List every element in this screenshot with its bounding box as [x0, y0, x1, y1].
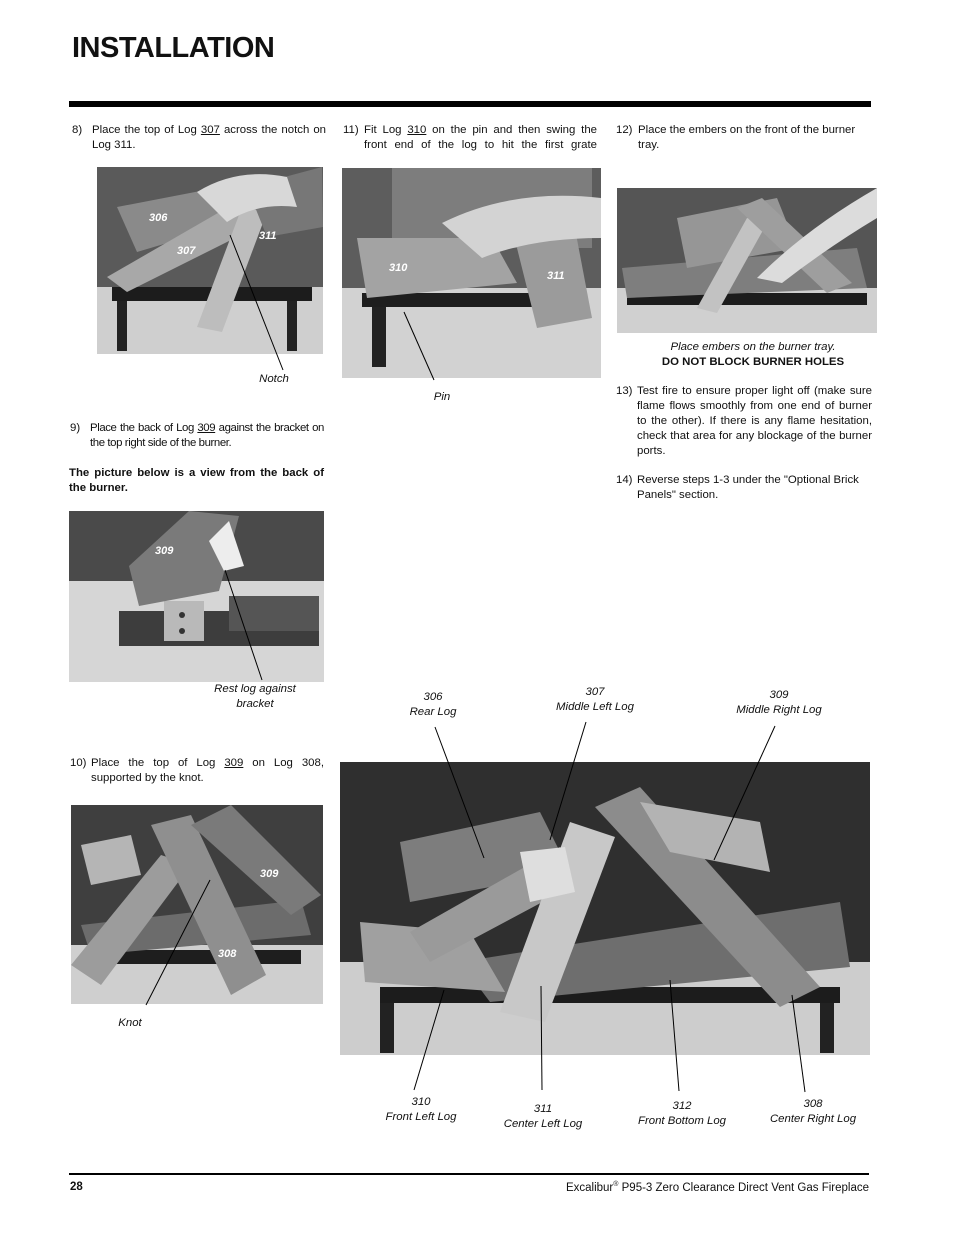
step-number: 12)	[616, 124, 633, 136]
footer-title	[566, 1181, 869, 1194]
step-9-note: The picture below is a view from the back of the burner.	[69, 467, 324, 494]
callout-name: Front Left Log	[385, 1111, 457, 1123]
step-9	[70, 421, 324, 451]
callout-name: Rear Log	[409, 706, 457, 718]
callout-311	[494, 1102, 592, 1132]
step-12: 12) Place the embers on the front of the burner tray.	[616, 124, 856, 151]
callout-309	[726, 688, 832, 718]
registered-mark: ®	[613, 1181, 619, 1188]
photo-step-12	[617, 188, 877, 333]
step-text: Place the top of Log	[91, 757, 225, 769]
photo-caption: Rest log against bracket	[214, 683, 296, 710]
footer-rule	[69, 1173, 869, 1175]
photo-caption: Pin	[433, 391, 451, 403]
log-ref: 309	[224, 757, 244, 769]
callout-name: Center Right Log	[769, 1113, 857, 1125]
step-number: 11)	[343, 124, 359, 136]
step-text: on Log 308, supported by the knot.	[91, 757, 324, 784]
step-text: against the bracket on the top right side of the burner.	[90, 422, 324, 449]
callout-number: 307	[585, 686, 605, 698]
step-number: 13)	[616, 385, 633, 397]
header-rule	[69, 101, 871, 107]
callout-number: 309	[769, 689, 789, 701]
step-text: Fit Log	[364, 124, 408, 136]
photo-caption: Place embers on the burner tray.	[670, 341, 836, 353]
log-label: 306	[149, 212, 168, 224]
step-13: 13) Test fire to ensure proper light off (make sure flame flows smoothly from one end of burner to the other). If there is any flame hesitation, check that area for any blockage of the burner ports.	[616, 385, 872, 457]
step-8	[72, 123, 326, 153]
footer-brand: Excalibur	[565, 1181, 614, 1194]
callout-number: 306	[423, 691, 443, 703]
log-label: 307	[177, 245, 196, 257]
callout-307	[545, 685, 645, 715]
page-title: INSTALLATION	[72, 32, 275, 64]
callout-312	[628, 1099, 736, 1129]
photo-step-10	[71, 805, 323, 1004]
log-ref: 310	[407, 124, 427, 136]
photo-step-11	[342, 168, 601, 378]
footer-product: P95-3 Zero Clearance Direct Vent Gas Fireplace	[618, 1181, 869, 1194]
log-ref: 309	[197, 422, 216, 434]
step-text: Place the top of Log	[92, 124, 201, 136]
step-10	[70, 756, 324, 786]
photo-step-8	[97, 167, 323, 354]
warning-text: DO NOT BLOCK BURNER HOLES	[661, 356, 845, 368]
log-label: 308	[218, 948, 237, 960]
callout-number: 311	[533, 1103, 553, 1115]
page-number: 28	[70, 1181, 83, 1193]
callout-308	[760, 1097, 866, 1127]
log-label: 311	[547, 270, 565, 282]
step-text: Place the back of Log	[90, 422, 198, 434]
step-number: 14)	[616, 474, 633, 486]
callout-number: 310	[411, 1096, 431, 1108]
callout-name: Middle Right Log	[736, 704, 822, 716]
log-label: 309	[155, 545, 174, 557]
step-text: on the pin and then swing the front end of the log to hit the first grate	[364, 124, 597, 151]
step-14: 14) Reverse steps 1-3 under the "Optional Brick Panels" section.	[616, 474, 859, 501]
callout-name: Middle Left Log	[556, 701, 634, 713]
callout-number: 308	[803, 1098, 823, 1110]
log-label: 309	[260, 868, 279, 880]
callout-310	[375, 1095, 467, 1125]
log-label: 311	[259, 230, 277, 242]
step-number: 10)	[70, 757, 87, 769]
step-11	[343, 123, 597, 153]
photo-caption: Notch	[259, 373, 289, 385]
photo-caption: Knot	[118, 1017, 142, 1029]
log-ref: 307	[200, 124, 220, 136]
log-label: 310	[389, 262, 408, 274]
callout-name: Front Bottom Log	[637, 1115, 726, 1127]
callout-name: Center Left Log	[503, 1118, 583, 1130]
step-text: across the notch on Log 311.	[92, 124, 326, 151]
callout-number: 312	[672, 1100, 692, 1112]
photo-assembled-logs	[340, 762, 870, 1055]
photo-step-9	[69, 511, 324, 682]
step-number: 9)	[70, 422, 81, 434]
step-number: 8)	[72, 124, 83, 136]
callout-306	[393, 690, 473, 720]
